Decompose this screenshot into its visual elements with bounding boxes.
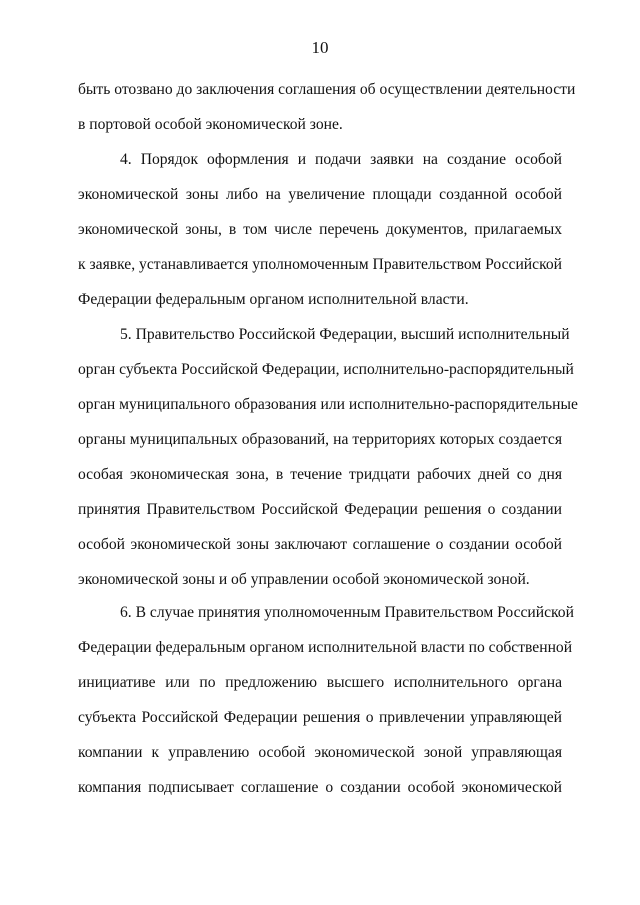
page-number: 10 — [311, 38, 329, 57]
text-line: быть отозвано до заключения соглашения об осуществлении деятельности — [78, 81, 576, 98]
text-line: Федерации федеральным органом исполнительной власти по собственной — [78, 639, 573, 656]
text-line: орган субъекта Российской Федерации, исполнительно-распорядительный — [78, 361, 574, 378]
paragraph-start-line: 6. В случае принятия уполномоченным Правительством Российской — [120, 604, 574, 621]
text-line: компании к управлению особой экономической зоной управляющая — [78, 744, 562, 761]
text-line: особая экономическая зона, в течение тридцати рабочих дней со дня — [78, 466, 562, 483]
paragraph-start-line: 4. Порядок оформления и подачи заявки на создание особой — [120, 151, 562, 168]
text-line: особой экономической зоны заключают соглашение о создании особой — [78, 536, 562, 553]
text-line: орган муниципального образования или исполнительно-распорядительные — [78, 396, 578, 413]
text-line: в портовой особой экономической зоне. — [78, 116, 343, 133]
text-line: Федерации федеральным органом исполнительной власти. — [78, 291, 469, 308]
text-line: к заявке, устанавливается уполномоченным Правительством Российской — [78, 256, 562, 273]
text-line: органы муниципальных образований, на территориях которых создается — [78, 431, 562, 448]
text-line: принятия Правительством Российской Федерации решения о создании — [78, 501, 562, 518]
paragraph-start-line: 5. Правительство Российской Федерации, высший исполнительный — [120, 326, 570, 343]
text-line: компания подписывает соглашение о создании особой экономической — [78, 779, 562, 796]
text-line: инициативе или по предложению высшего исполнительного органа — [78, 674, 562, 691]
text-line: экономической зоны либо на увеличение площади созданной особой — [78, 186, 562, 203]
text-line: субъекта Российской Федерации решения о привлечении управляющей — [78, 709, 562, 726]
text-line: экономической зоны и об управлении особой экономической зоной. — [78, 571, 530, 588]
text-line: экономической зоны, в том числе перечень документов, прилагаемых — [78, 221, 562, 238]
